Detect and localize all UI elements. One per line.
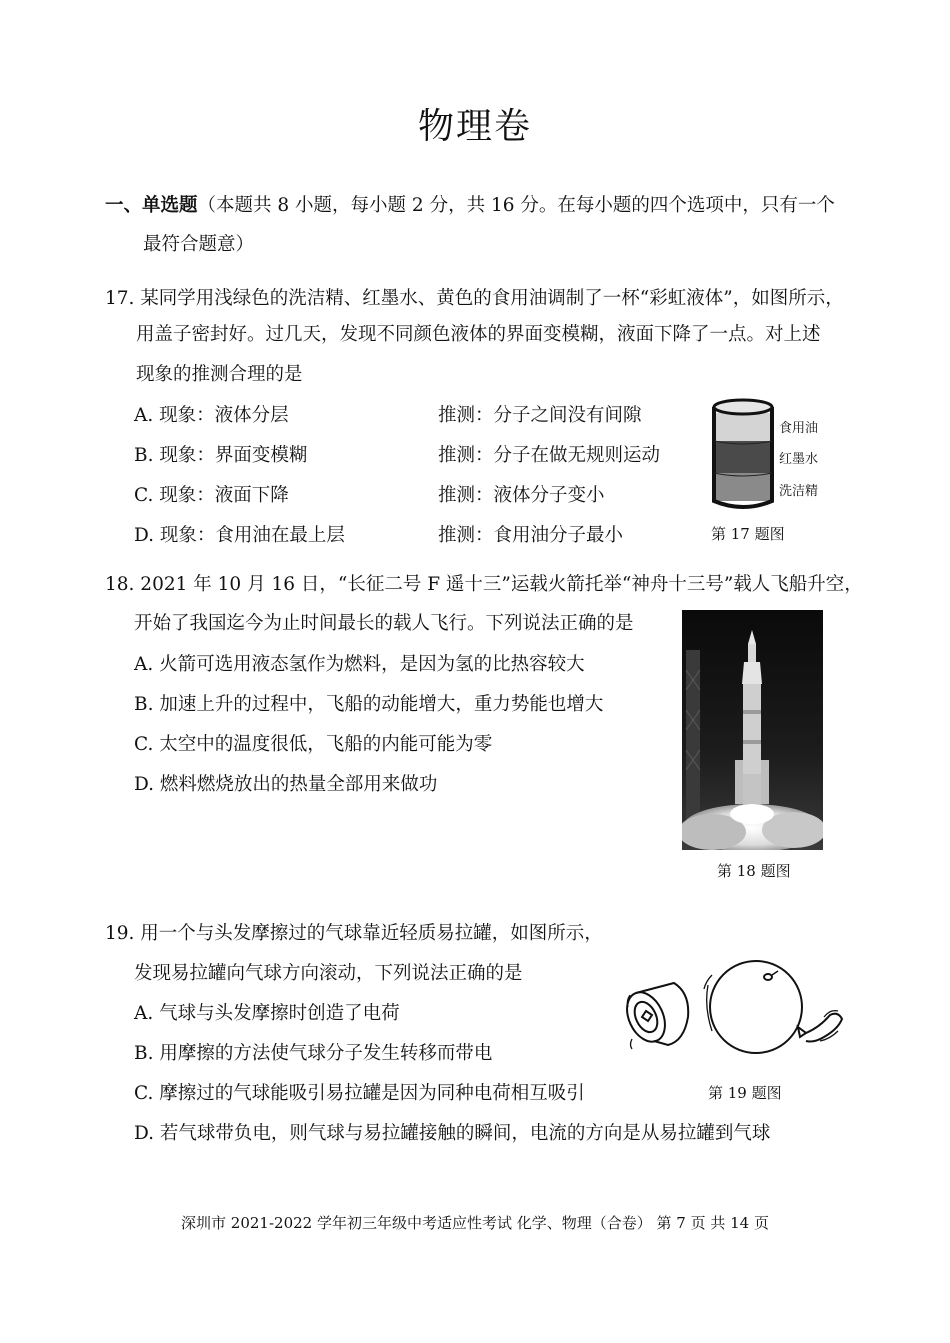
- q17-option-c-inference: 推测：液体分子变小: [438, 485, 605, 506]
- q19-can-balloon-figure: [624, 955, 846, 1065]
- q18-rocket-photo: [682, 610, 823, 850]
- q18-option-d: D. 燃料燃烧放出的热量全部用来做功: [134, 774, 438, 795]
- page-title: 物理卷: [417, 106, 532, 147]
- q17-option-b-inference: 推测：分子在做无规则运动: [438, 445, 661, 466]
- q17-stem-line1: 17. 某同学用浅绿色的洗洁精、红墨水、黄色的食用油调制了一杯“彩虹液体”，如图所示，: [105, 288, 844, 309]
- section-heading: 一、单选题: [105, 195, 198, 216]
- section-instructions: [105, 194, 835, 218]
- q19-option-c: C. 摩擦过的气球能吸引易拉罐是因为同种电荷相互吸引: [134, 1083, 585, 1104]
- q18-option-b: B. 加速上升的过程中，飞船的动能增大，重力势能也增大: [134, 694, 604, 715]
- q17-label-red-ink: 红墨水: [779, 452, 819, 467]
- q19-option-d: D. 若气球带负电，则气球与易拉罐接触的瞬间，电流的方向是从易拉罐到气球: [134, 1123, 771, 1144]
- page-footer: 深圳市 2021-2022 学年初三年级中考适应性考试 化学、物理（合卷） 第 7 页 共 14 页: [181, 1214, 769, 1232]
- q18-stem-line1: 18. 2021 年 10 月 16 日，“长征二号 F 遥十三”运载火箭托举“神舟十三号”载人飞船升空，: [105, 574, 863, 595]
- q18-option-c: C. 太空中的温度很低，飞船的内能可能为零: [134, 734, 493, 755]
- q17-option-a-inference: 推测：分子之间没有间隙: [438, 405, 642, 426]
- q19-caption: 第 19 题图: [708, 1084, 782, 1102]
- q18-caption: 第 18 题图: [717, 862, 791, 880]
- q18-option-a: A. 火箭可选用液态氢作为燃料，是因为氢的比热容较大: [134, 654, 585, 675]
- section-instructions-line1: （本题共 8 小题，每小题 2 分，共 16 分。在每小题的四个选项中，只有一个: [197, 195, 835, 216]
- q17-option-d-phenomenon: D. 现象：食用油在最上层: [134, 525, 345, 546]
- q17-option-d-inference: 推测：食用油分子最小: [438, 525, 624, 546]
- q19-stem-line1: 19. 用一个与头发摩擦过的气球靠近轻质易拉罐，如图所示，: [105, 923, 603, 944]
- q17-caption: 第 17 题图: [711, 525, 785, 543]
- q17-option-c-phenomenon: C. 现象：液面下降: [134, 485, 289, 506]
- q17-label-oil: 食用油: [779, 421, 819, 436]
- q18-stem-line2: 开始了我国迄今为止时间最长的载人飞行。下列说法正确的是: [134, 613, 634, 634]
- q19-stem-line2: 发现易拉罐向气球方向滚动，下列说法正确的是: [134, 963, 523, 984]
- q17-option-b-phenomenon: B. 现象：界面变模糊: [134, 445, 308, 466]
- q19-option-b: B. 用摩擦的方法使气球分子发生转移而带电: [134, 1043, 493, 1064]
- q19-option-a: A. 气球与头发摩擦时创造了电荷: [134, 1003, 400, 1024]
- section-instructions-line2: 最符合题意）: [143, 234, 255, 255]
- q17-option-a-phenomenon: A. 现象：液体分层: [134, 405, 289, 426]
- q17-cylinder-figure: [708, 395, 778, 515]
- q17-label-detergent: 洗洁精: [779, 484, 819, 499]
- q17-stem-line2: 用盖子密封好。过几天，发现不同颜色液体的界面变模糊，液面下降了一点。对上述: [136, 324, 821, 345]
- q17-stem-line3: 现象的推测合理的是: [136, 364, 303, 385]
